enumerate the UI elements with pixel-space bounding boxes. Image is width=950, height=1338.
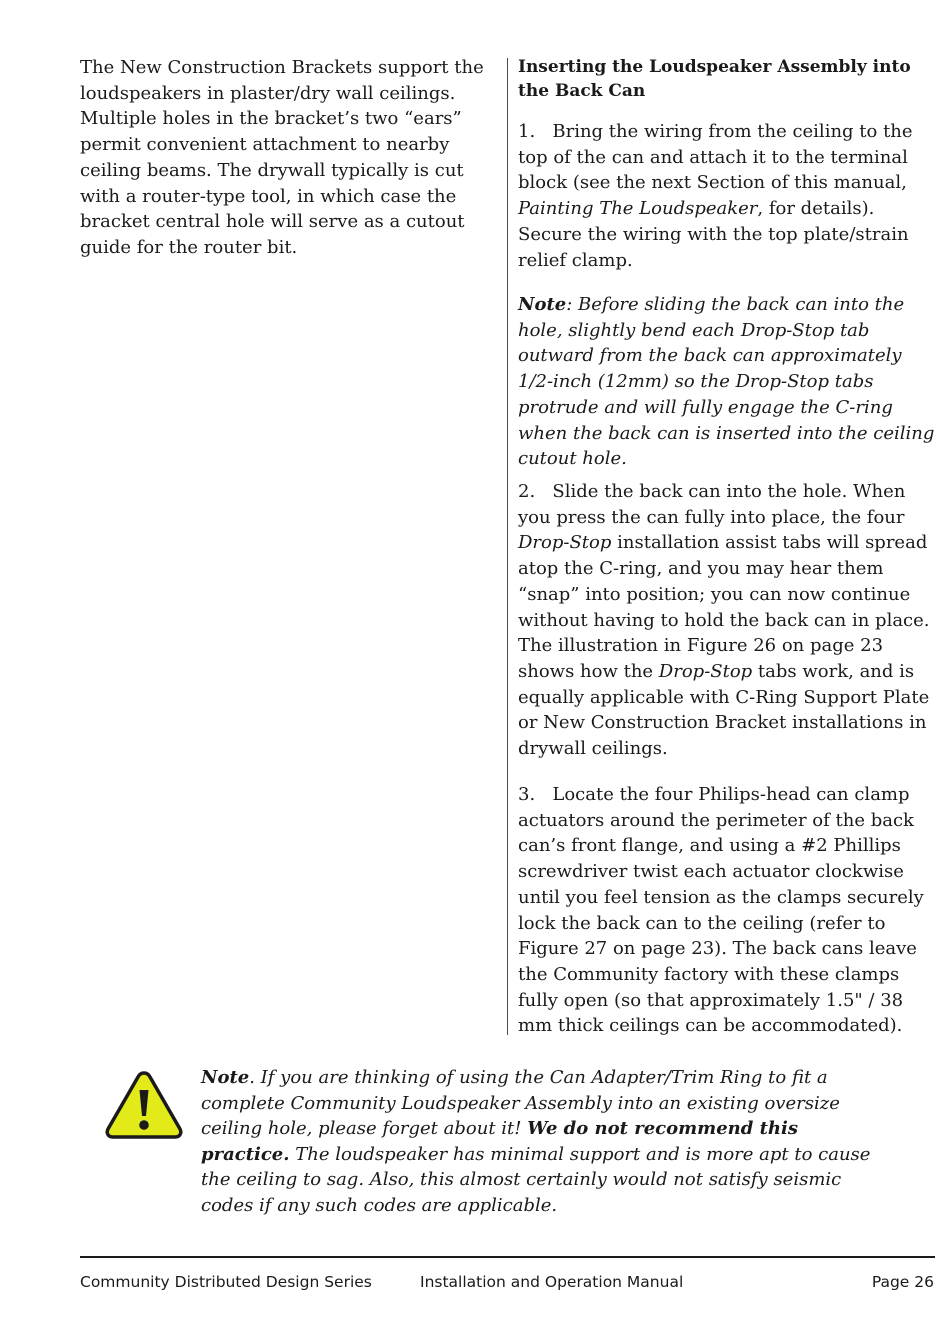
step-3-number: 3. bbox=[518, 784, 536, 805]
step-1 bbox=[518, 119, 938, 273]
step-2 bbox=[518, 479, 938, 762]
step-3 bbox=[518, 782, 938, 1039]
footer-manual-title: Installation and Operation Manual bbox=[420, 1273, 684, 1291]
step-1-text-b: , for details). Secure the wiring with the top plate/strain relief clamp. bbox=[518, 198, 909, 271]
left-column bbox=[80, 55, 490, 261]
note-text: : Before sliding the back can into the hole, slightly bend each Drop-Stop tab outward from the back can approximately 1/2-inch (12mm) so the Drop-Stop tabs protrude and will fully engage the C-ring when the back can is inserted into the ceiling cutout hole. bbox=[518, 294, 935, 470]
step-2-text-b: installation assist tabs will spread atop the C-ring, and you may hear them “snap” into position; you can now continue without having to hold the back can in place. The illustration in Figure 26 on page 23 shows how the bbox=[518, 532, 930, 682]
right-column bbox=[518, 55, 938, 1037]
step-2-italic-a: Drop-Stop bbox=[518, 532, 612, 554]
warning-note-text-b: The loudspeaker has minimal support and is more apt to cause the ceiling to sag. Also, this almost certainly would not satisfy seismic codes if any such codes are applicable. bbox=[201, 1143, 871, 1216]
note-label: Note bbox=[518, 294, 567, 315]
step-2-italic-b: Drop-Stop bbox=[658, 660, 753, 682]
column-divider bbox=[507, 58, 508, 1035]
step-1-reference: Painting The Loudspeaker bbox=[518, 198, 758, 220]
footer-rule bbox=[80, 1256, 935, 1258]
step-2-text-a: Slide the back can into the hole. When you press the can fully into place, the four bbox=[518, 481, 906, 528]
footer-series: Community Distributed Design Series bbox=[80, 1273, 372, 1291]
bracket-paragraph: The New Construction Brackets support the loudspeakers in plaster/dry wall ceilings. Multiple holes in the bracket’s two “ears” permit convenient attachment to nearby ceiling beams. The drywall typically is cut with a router-type tool, in which case the bracket central hole will serve as a cutout guide for the router bit. bbox=[80, 57, 484, 258]
step-2-number: 2. bbox=[518, 481, 536, 502]
warning-note-text-a: . If you are thinking of using the Can Adapter/Trim Ring to fit a complete Community Loudspeaker Assembly into an existing oversize ceiling hole, please forget about it! bbox=[201, 1067, 840, 1139]
warning-note-emphasis: We do not recommend this practice. bbox=[201, 1118, 798, 1165]
step-2-text-c: tabs work, and is equally applicable with C-Ring Support Plate or New Construction Bracket installations in drywall ceilings. bbox=[518, 660, 930, 760]
step-1-text-a: Bring the wiring from the ceiling to the top of the can and attach it to the terminal block (see the next Section of this manual, bbox=[518, 121, 913, 194]
step-3-text: Locate the four Philips-head can clamp actuators around the perimeter of the back can’s front flange, and using a #2 Phillips screwdriver twist each actuator clockwise until you feel tension as the clamps securely lock the back can to the ceiling (refer to Figure 27 on page 23). The back cans leave the Community factory with these clamps fully open (so that approximately 1.5" / 38 mm thick ceilings can be accommodated). bbox=[518, 784, 924, 1037]
warning-note-label: Note bbox=[201, 1067, 250, 1088]
warning-icon bbox=[104, 1070, 184, 1140]
step-1-number: 1. bbox=[518, 121, 536, 142]
warning-note bbox=[201, 1065, 881, 1218]
drop-stop-note bbox=[518, 292, 938, 472]
section-heading: Inserting the Loudspeaker Assembly into the Back Can bbox=[518, 57, 911, 101]
warning-exclamation-dot bbox=[139, 1120, 149, 1130]
footer-page-number: Page 26 bbox=[871, 1273, 934, 1291]
